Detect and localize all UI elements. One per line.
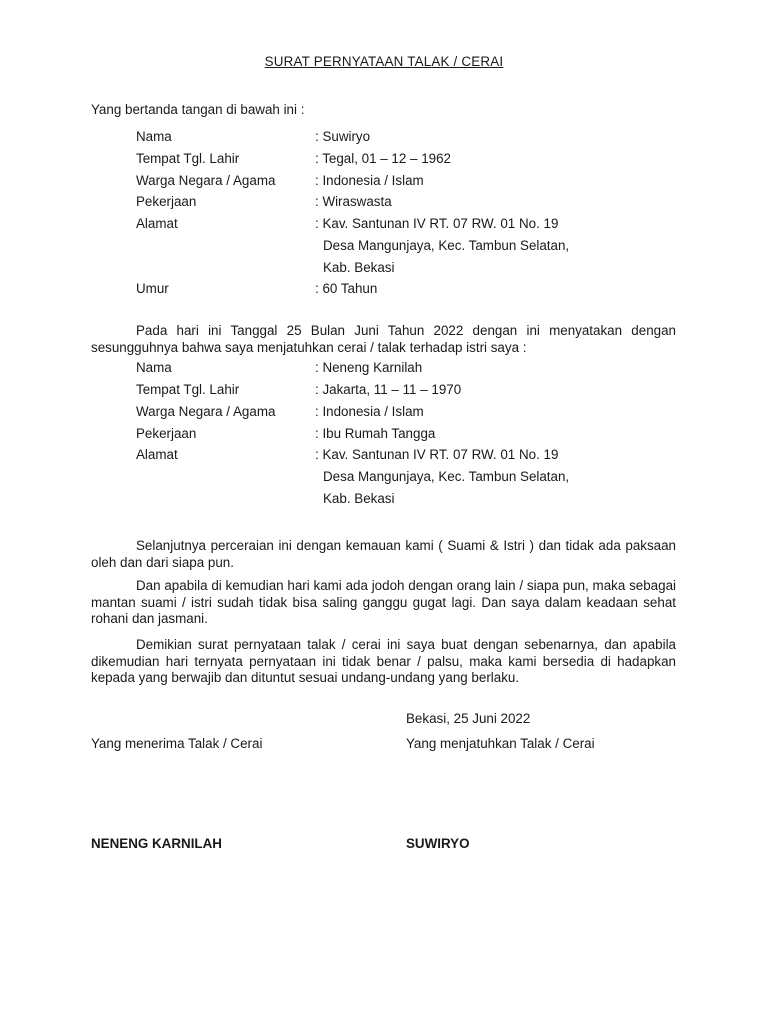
wife-name-label: Nama [136, 360, 172, 375]
place-date: Bekasi, 25 Juni 2022 [406, 711, 531, 726]
husband-address-value: : Kav. Santunan IV RT. 07 RW. 01 No. 19 [315, 216, 559, 231]
wife-address-line2: Desa Mangunjaya, Kec. Tambun Selatan, [323, 469, 570, 484]
receiver-name: NENENG KARNILAH [91, 836, 222, 851]
giver-label: Yang menjatuhkan Talak / Cerai [406, 736, 595, 751]
husband-birth-value: : Tegal, 01 – 12 – 1962 [315, 151, 452, 166]
paragraph-future-text: Dan apabila di kemudian hari kami ada jodoh dengan orang lain / siapa pun, maka sebagai mantan suami / istri sudah tidak bisa saling ganggu gugat lagi. Dan saya dalam keadaan sehat rohani dan jasmani. [91, 578, 676, 626]
receiver-label: Yang menerima Talak / Cerai [91, 736, 263, 751]
paragraph-closing-text: Demikian surat pernyataan talak / cerai ini saya buat dengan sebenarnya, dan apabila dikemudian hari ternyata pernyataan ini tidak benar / palsu, maka kami bersedia di hadapkan kepada yang berwajib dan dituntut sesuai undang-undang yang berlaku. [91, 637, 676, 685]
wife-address-value: : Kav. Santunan IV RT. 07 RW. 01 No. 19 [315, 447, 559, 462]
husband-nationality-label: Warga Negara / Agama [136, 173, 276, 188]
giver-name: SUWIRYO [406, 836, 470, 851]
husband-address-label: Alamat [136, 216, 178, 231]
paragraph-closing [91, 637, 676, 687]
husband-birth-label: Tempat Tgl. Lahir [136, 151, 240, 166]
husband-nationality-value: : Indonesia / Islam [315, 173, 424, 188]
husband-job-label: Pekerjaan [136, 194, 197, 209]
wife-name-value: : Neneng Karnilah [315, 360, 423, 375]
paragraph-consent [91, 538, 676, 571]
wife-job-label: Pekerjaan [136, 426, 197, 441]
document-title: SURAT PERNYATAAN TALAK / CERAI [264, 54, 504, 69]
wife-address-label: Alamat [136, 447, 178, 462]
intro-text: Yang bertanda tangan di bawah ini : [91, 102, 305, 117]
paragraph-consent-text: Selanjutnya perceraian ini dengan kemauan kami ( Suami & Istri ) dan tidak ada paksaan oleh dan dari siapa pun. [91, 538, 676, 570]
wife-job-value: : Ibu Rumah Tangga [315, 426, 436, 441]
wife-birth-value: : Jakarta, 11 – 11 – 1970 [315, 382, 462, 397]
husband-address-line3: Kab. Bekasi [323, 260, 395, 275]
wife-address-line3: Kab. Bekasi [323, 491, 395, 506]
husband-job-value: : Wiraswasta [315, 194, 392, 209]
husband-address-line2: Desa Mangunjaya, Kec. Tambun Selatan, [323, 238, 570, 253]
paragraph-future [91, 578, 676, 628]
husband-name-label: Nama [136, 129, 172, 144]
wife-birth-label: Tempat Tgl. Lahir [136, 382, 240, 397]
husband-age-value: : 60 Tahun [315, 281, 378, 296]
husband-age-label: Umur [136, 281, 169, 296]
wife-nationality-label: Warga Negara / Agama [136, 404, 276, 419]
husband-name-value: : Suwiryo [315, 129, 371, 144]
statement-text: Pada hari ini Tanggal 25 Bulan Juni Tahun 2022 dengan ini menyatakan dengan sesungguhnya bahwa saya menjatuhkan cerai / talak terhadap istri saya : [91, 323, 676, 355]
wife-nationality-value: : Indonesia / Islam [315, 404, 424, 419]
statement-paragraph [91, 323, 676, 356]
